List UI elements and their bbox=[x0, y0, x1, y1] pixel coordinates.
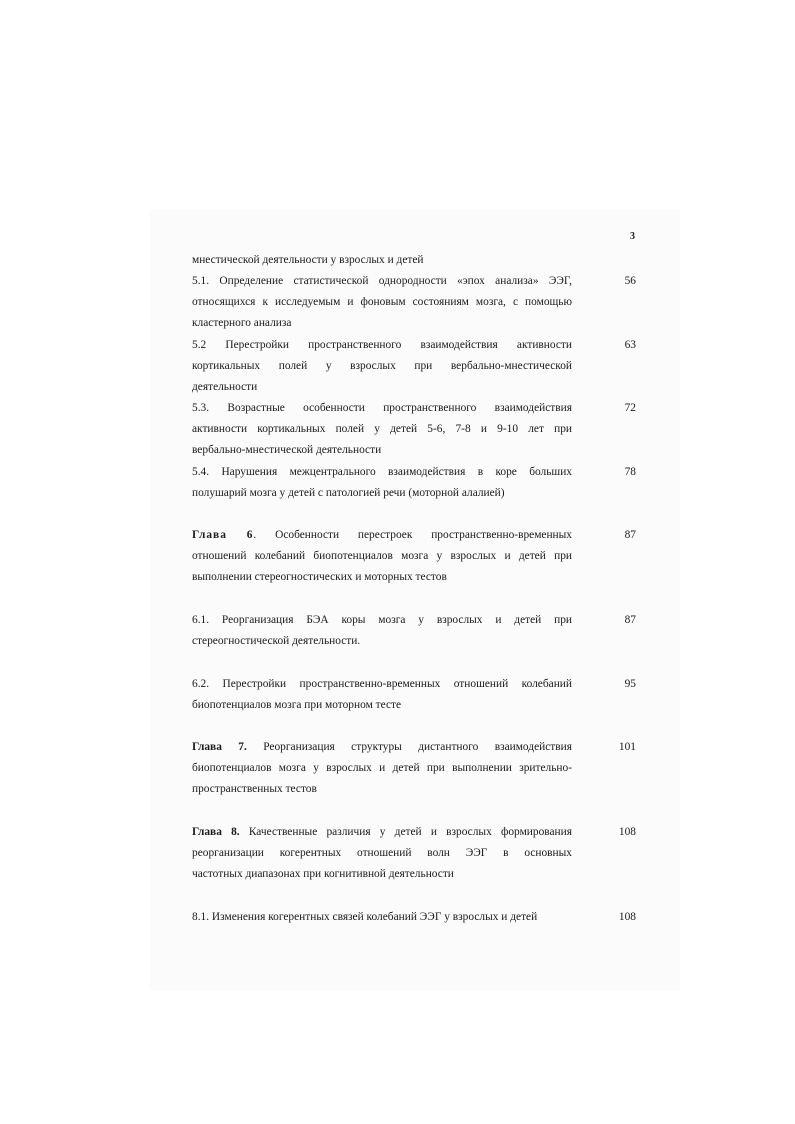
toc-line: вербально-мнестической деятельности bbox=[192, 444, 382, 456]
toc-line: 5.3. Возрастные особенности пространственного взаимодействия bbox=[192, 402, 572, 414]
chapter-label: Глава 7. bbox=[192, 741, 247, 753]
toc-line: выполнении стереогностических и моторных тестов bbox=[192, 571, 447, 583]
toc-line: 8.1. Изменения когерентных связей колебаний ЭЭГ у взрослых и детей bbox=[192, 911, 538, 923]
toc-page-number: 63 bbox=[624, 339, 636, 351]
toc-chapter-line: Глава 7. Реорганизация структуры дистантного взаимодействия bbox=[192, 741, 572, 753]
toc-line: кортикальных полей у взрослых при вербально-мнестической bbox=[192, 360, 572, 372]
toc-chapter-line: Глава 8. Качественные различия у детей и взрослых формирования bbox=[192, 826, 572, 838]
toc-line: 5.4. Нарушения межцентрального взаимодействия в коре больших bbox=[192, 466, 572, 478]
toc-line: мнестической деятельности у взрослых и детей bbox=[192, 254, 424, 266]
toc-line: деятельности bbox=[192, 381, 258, 393]
toc-line: относящихся к исследуемым и фоновым состояниям мозга, с помощью bbox=[192, 296, 572, 308]
toc-line: активности кортикальных полей у детей 5-6, 7-8 и 9-10 лет при bbox=[192, 423, 572, 435]
toc-line: реорганизации когерентных отношений волн ЭЭГ в основных bbox=[192, 847, 572, 859]
toc-chapter-line: Глава 6. Особенности перестроек пространственно-временных bbox=[192, 529, 573, 541]
toc-line: отношений колебаний биопотенциалов мозга у взрослых и детей при bbox=[192, 550, 572, 562]
toc-line: 6.2. Перестройки пространственно-временных отношений колебаний bbox=[192, 678, 572, 690]
toc-line: полушарий мозга у детей с патологией речи (моторной алалией) bbox=[192, 487, 505, 499]
toc-page-number: 87 bbox=[624, 529, 636, 541]
toc-page-number: 108 bbox=[618, 911, 636, 923]
toc-line: 6.1. Реорганизация БЭА коры мозга у взрослых и детей при bbox=[192, 614, 572, 626]
toc-line: 5.1. Определение статистической однородности «эпох анализа» ЭЭГ, bbox=[192, 275, 572, 287]
toc-line: кластерного анализа bbox=[192, 317, 292, 329]
toc-page-number: 108 bbox=[618, 826, 636, 838]
toc-line: стереогностической деятельности. bbox=[192, 635, 361, 647]
toc-page-number: 72 bbox=[624, 402, 636, 414]
toc-line: 5.2 Перестройки пространственного взаимодействия активности bbox=[192, 339, 572, 351]
chapter-label: Глава 6 bbox=[192, 529, 254, 541]
page-number: 3 bbox=[630, 231, 635, 242]
toc-page-number: 78 bbox=[624, 466, 636, 478]
toc-page-number: 95 bbox=[624, 678, 636, 690]
toc-line: биопотенциалов мозга при моторном тесте bbox=[192, 699, 402, 711]
toc-line: биопотенциалов мозга у взрослых и детей при выполнении зрительно- bbox=[192, 762, 572, 774]
chapter-label: Глава 8. bbox=[192, 826, 240, 838]
toc-line: пространственных тестов bbox=[192, 783, 317, 795]
toc-line: частотных диапазонах при когнитивной деятельности bbox=[192, 868, 454, 880]
toc-page-number: 56 bbox=[624, 275, 636, 287]
toc-page-number: 101 bbox=[618, 741, 636, 753]
toc-page-number: 87 bbox=[624, 614, 636, 626]
